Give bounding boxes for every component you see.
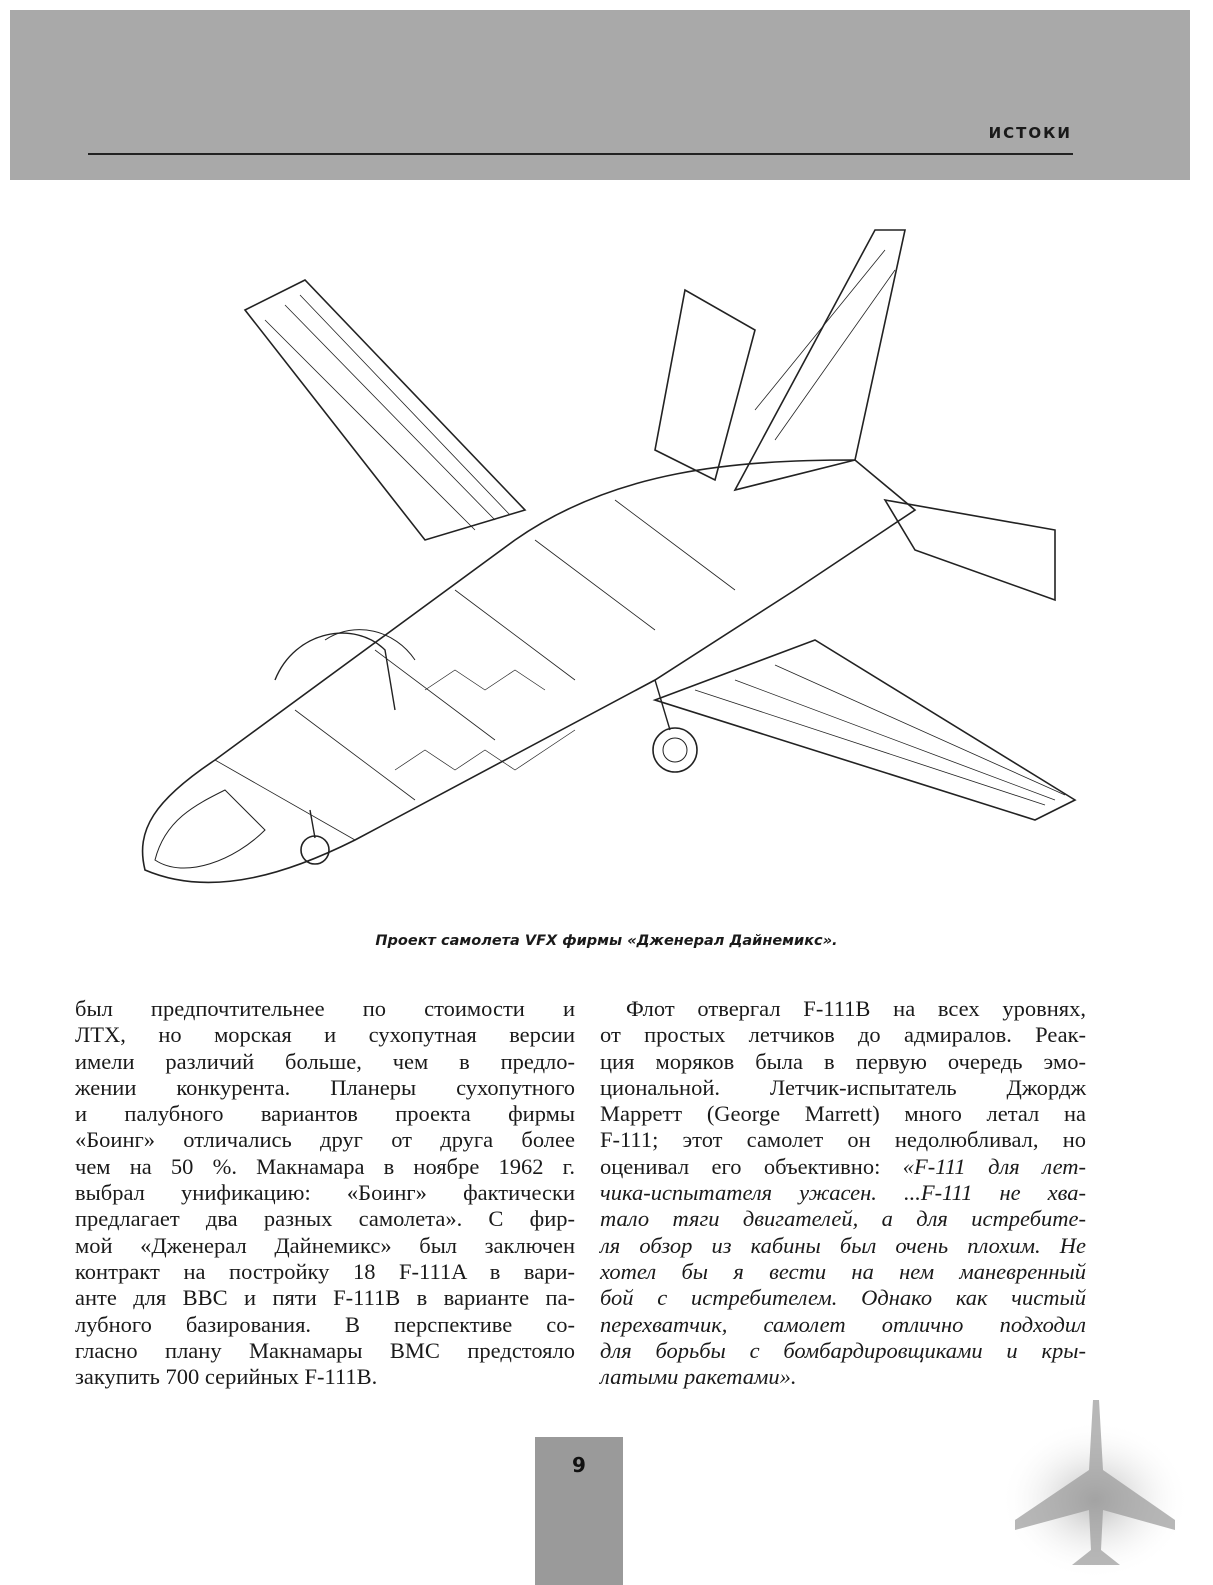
text-line	[600, 1180, 1086, 1206]
text-line	[600, 1206, 1086, 1232]
text-line	[600, 1022, 1086, 1048]
text-segment: Марретт (George Marrett) много летал на	[600, 1101, 1086, 1127]
text-line: выбрал унификацию: «Боинг» фактически	[75, 1180, 575, 1206]
text-segment: циональной. Летчик-испытатель Джордж	[600, 1074, 1086, 1100]
quote-segment: ля обзор из кабины был очень плохим. Не	[600, 1232, 1086, 1258]
header-band	[10, 10, 1190, 180]
text-line: «Боинг» отличались друг от друга более	[75, 1127, 575, 1153]
quote-segment: хотел бы я вести на нем маневренный	[600, 1258, 1086, 1284]
quote-segment: «F-111 для лет-	[902, 1153, 1086, 1179]
text-line	[600, 1127, 1086, 1153]
text-line: ЛТХ, но морская и сухопутная версии	[75, 1022, 575, 1048]
text-segment: F-111; этот самолет он недолюбливал, но	[600, 1127, 1086, 1153]
text-line: и палубного вариантов проекта фирмы	[75, 1101, 575, 1127]
text-line	[600, 1312, 1086, 1338]
quote-segment: для борьбы с бомбардировщиками и кры-	[600, 1337, 1086, 1363]
text-line: чем на 50 %. Макнамара в ноябре 1962 г.	[75, 1153, 575, 1179]
decorative-aircraft-silhouette	[985, 1390, 1185, 1580]
aircraft-cutaway-illustration	[95, 210, 1095, 910]
quote-segment: чика-испытателя ужасен. ...F-111 не хва-	[600, 1180, 1086, 1206]
text-line: предлагает два разных самолета». С фир-	[75, 1206, 575, 1232]
text-line	[600, 1075, 1086, 1101]
text-segment: ция моряков была в первую очередь эмо-	[600, 1048, 1086, 1074]
body-text-left-column	[75, 996, 575, 1390]
text-line	[600, 1338, 1086, 1364]
text-line	[600, 1233, 1086, 1259]
section-title: ИСТОКИ	[988, 124, 1072, 142]
text-line: закупить 700 серийных F-111B.	[75, 1364, 378, 1390]
quote-segment: латыми ракетами».	[600, 1364, 797, 1390]
text-line: гласно плану Макнамары ВМС предстояло	[75, 1337, 575, 1363]
header-rule	[88, 153, 1073, 155]
text-line: мой «Дженерал Дайнемикс» был заключен	[75, 1232, 575, 1258]
quote-segment: бой с истребителем. Однако как чистый	[600, 1285, 1086, 1311]
body-text-right-column	[600, 996, 1086, 1390]
text-segment: оценивал его объективно:	[600, 1153, 903, 1179]
text-line	[600, 1259, 1086, 1285]
text-line	[600, 996, 1086, 1022]
text-line: контракт на постройку 18 F-111A в вари-	[75, 1258, 575, 1284]
text-line	[600, 1049, 1086, 1075]
text-line	[600, 1285, 1086, 1311]
figure-caption: Проект самолета VFX фирмы «Дженерал Дайнемикс».	[375, 933, 838, 949]
text-line: анте для ВВС и пяти F-111B в варианте па-	[75, 1285, 575, 1311]
text-line: имели различий больше, чем в предло-	[75, 1048, 575, 1074]
text-segment: от простых летчиков до адмиралов. Реак-	[600, 1022, 1086, 1048]
text-line: лубного базирования. В перспективе со-	[75, 1311, 575, 1337]
page-number-tab	[535, 1437, 623, 1585]
quote-segment: тало тяги двигателей, а для истребите-	[600, 1206, 1086, 1232]
text-segment: Флот отвергал F-111B на всех уровнях,	[626, 996, 1086, 1021]
text-line	[600, 1101, 1086, 1127]
page-number: 9	[572, 1453, 586, 1477]
text-line: жении конкурента. Планеры сухопутного	[75, 1074, 575, 1100]
text-line	[600, 1154, 1086, 1180]
text-line	[600, 1364, 1086, 1390]
text-line: был предпочтительнее по стоимости и	[75, 996, 575, 1021]
quote-segment: перехватчик, самолет отлично подходил	[600, 1311, 1086, 1337]
